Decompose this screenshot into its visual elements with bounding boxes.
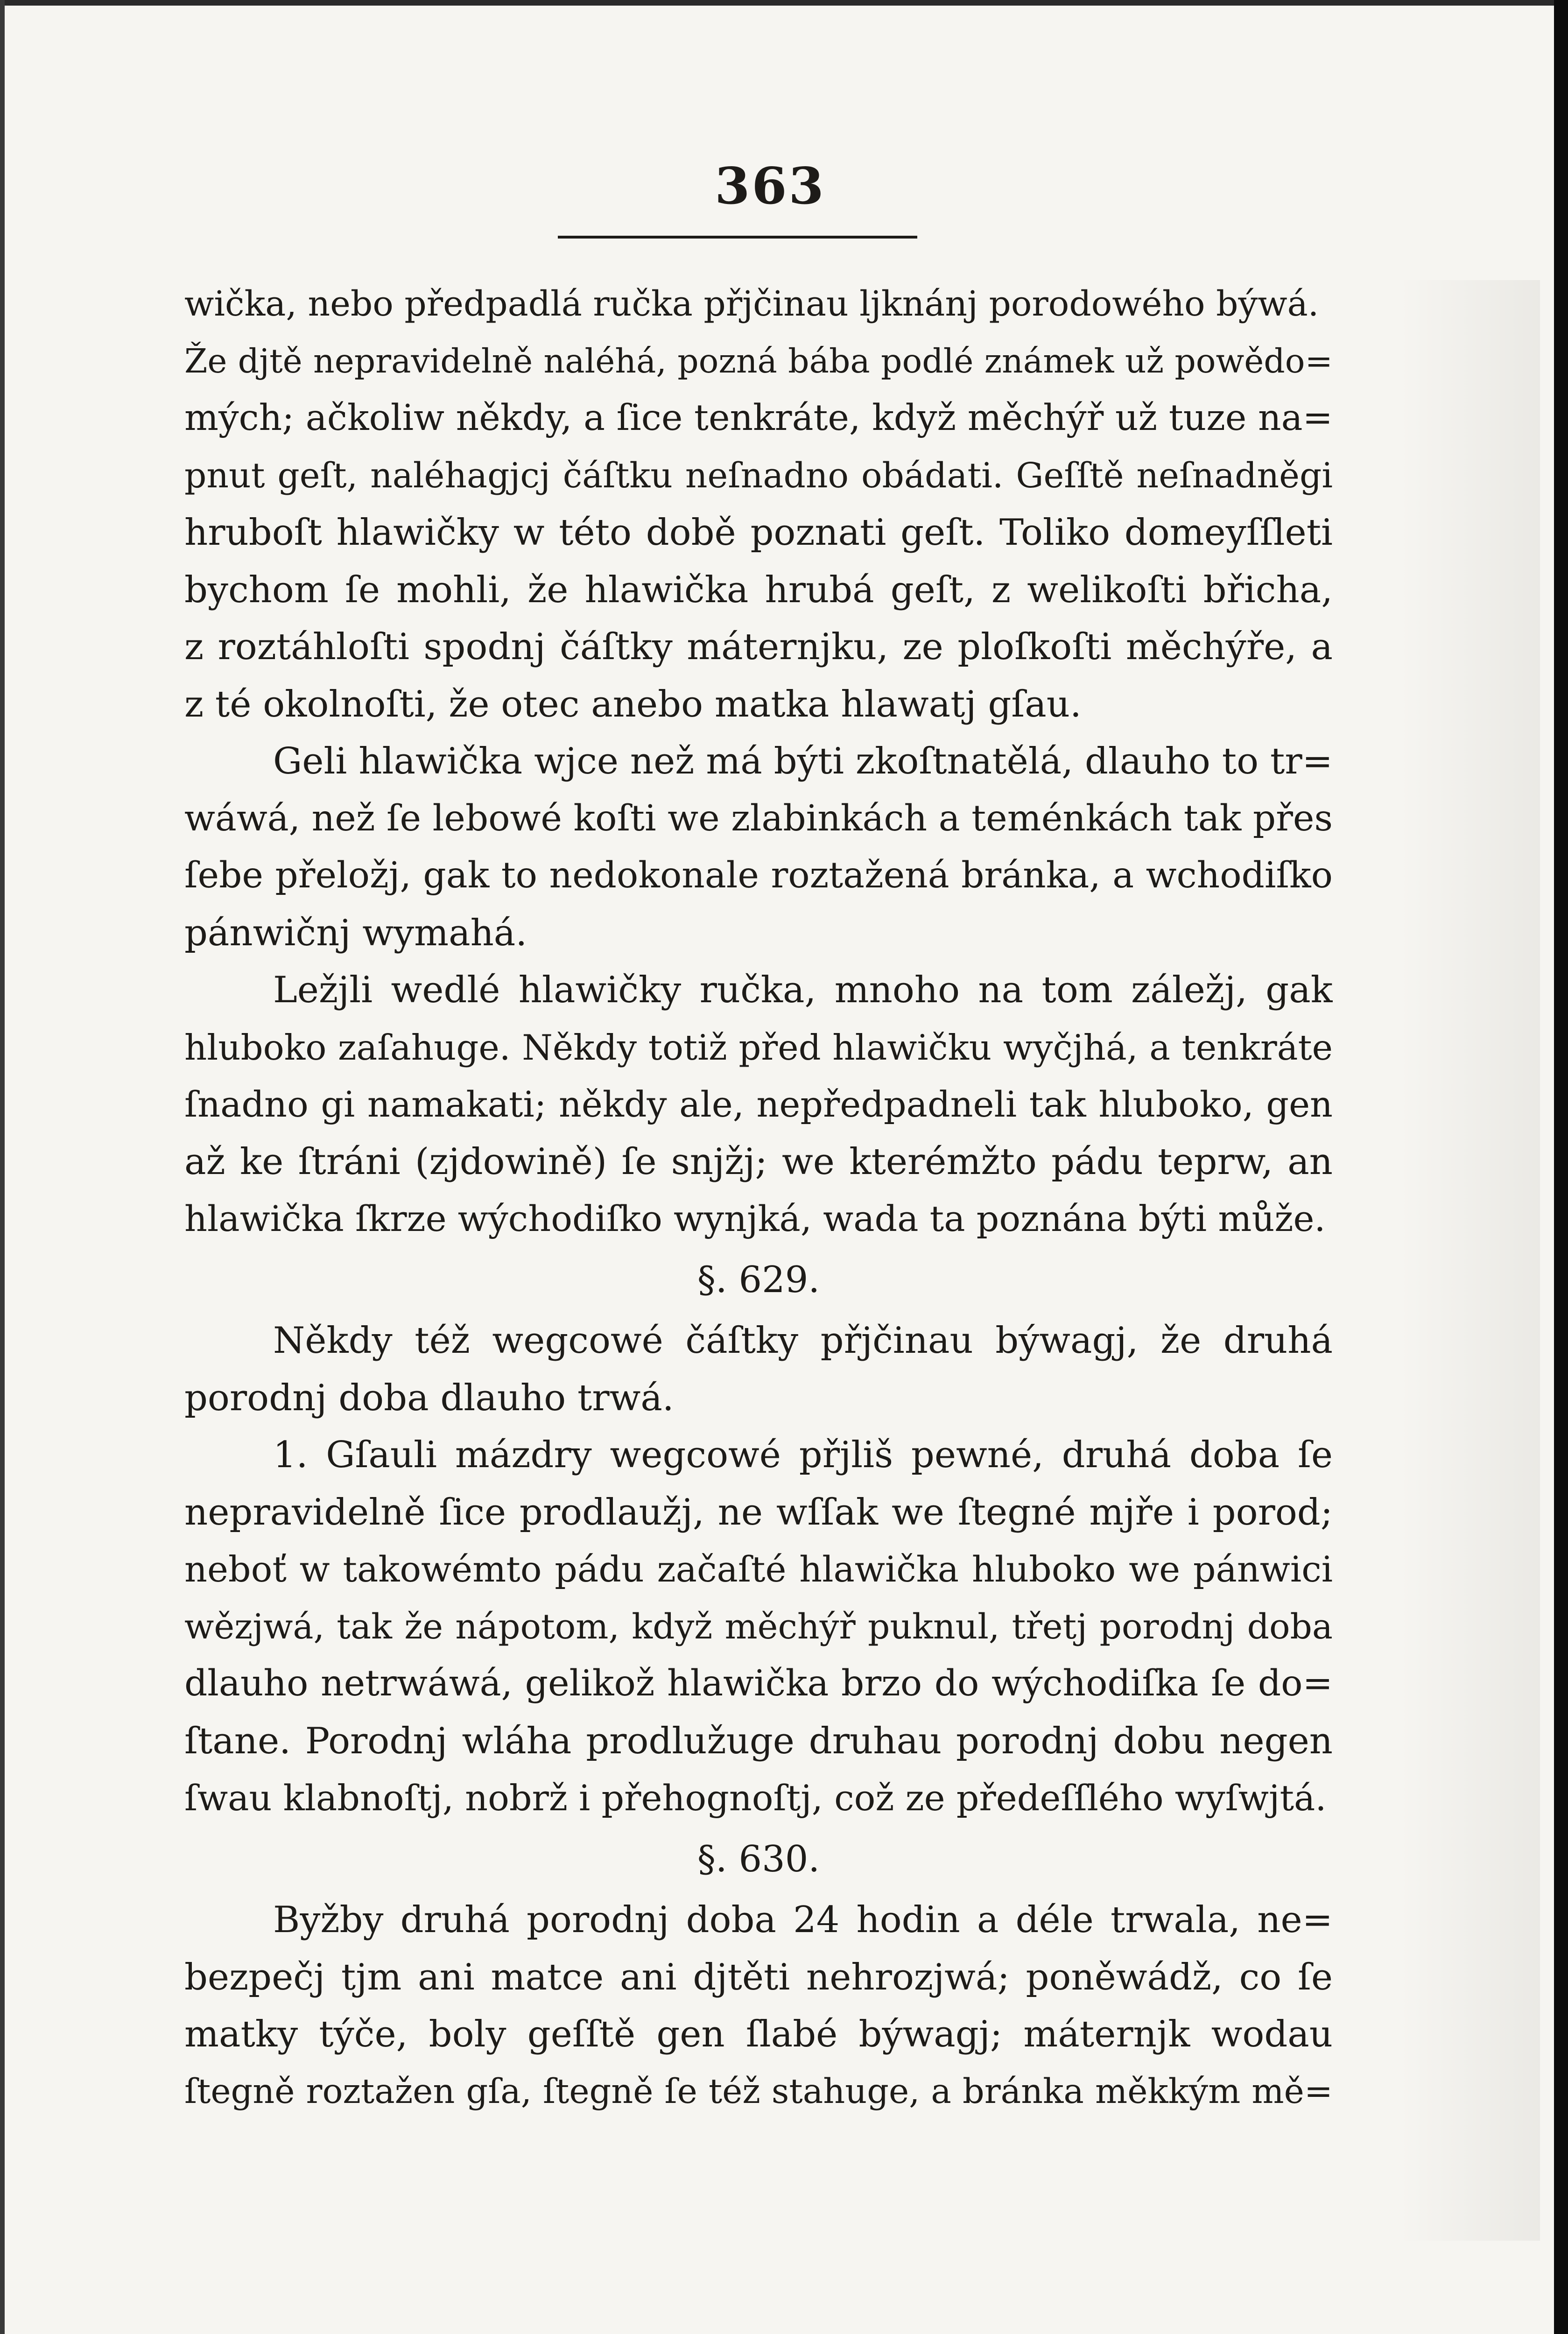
body-text (184, 275, 1333, 2120)
text-line: Byžby druhá porodnj doba 24 hodin a déle trwala, ne= (273, 1899, 1333, 1941)
text-line: ſebe přeložj, gak to nedokonale roztažená bránka, a wchodiſko (184, 855, 1333, 896)
text-line: hruboſt hlawičky w této době poznati geſt. Toliko domeyſſleti (184, 512, 1333, 554)
header-rule (558, 236, 917, 239)
paper-show-through (1400, 280, 1540, 2241)
text-line: z té okolnoſti, že otec anebo matka hlawatj gſau. (184, 683, 1082, 725)
text-line: dlauho netrwáwá, gelikož hlawička brzo do wýchodiſka ſe do= (184, 1663, 1333, 1704)
text-line: Geli hlawička wjce než má býti zkoſtnatělá, dlauho to tr= (273, 740, 1333, 782)
text-line: ſnadno gi namakati; někdy ale, nepředpadneli tak hluboko, gen (184, 1083, 1333, 1125)
text-line: Někdy též wegcowé čáſtky přjčinau býwagj, že druhá (273, 1320, 1333, 1362)
text-line: z roztáhloſti spodnj čáſtky máternjku, ze ploſkoſti měchýře, a (184, 626, 1333, 668)
page-number: 363 (715, 157, 826, 216)
text-line: bezpečj tjm ani matce ani djtěti nehrozjwá; poněwádž, co ſe (184, 1956, 1333, 1998)
text-line: matky týče, boly geſſtě gen ſlabé býwagj; máternjk wodau (184, 2013, 1333, 2055)
section-heading: §. 629. (697, 1258, 820, 1301)
text-line: bychom ſe mohli, že hlawička hrubá geſt, z welikoſti břicha, (184, 569, 1333, 611)
text-line: ſtane. Porodnj wláha prodlužuge druhau porodnj dobu negen (184, 1720, 1333, 1762)
text-line: hluboko zaſahuge. Někdy totiž před hlawičku wyčjhá, a tenkráte (184, 1026, 1333, 1068)
page-edge-top (0, 0, 1568, 6)
text-line: Ležjli wedlé hlawičky ručka, mnoho na tom záležj, gak (273, 969, 1333, 1011)
section-heading: §. 630. (697, 1838, 820, 1880)
text-line: Že djtě nepravidelně naléhá, pozná bába podlé známek už powědo= (184, 341, 1333, 380)
text-line: neboť w takowémto pádu začaſté hlawička hluboko we pánwici (184, 1548, 1333, 1590)
text-line: mých; ačkoliw někdy, a ſice tenkráte, když měchýř už tuze na= (184, 397, 1333, 439)
text-line: pánwičnj wymahá. (184, 912, 527, 954)
text-line: wězjwá, tak že nápotom, když měchýř puknul, třetj porodnj doba (184, 1606, 1333, 1647)
text-line: 1. Gſauli mázdry wegcowé přjliš pewné, druhá doba ſe (273, 1434, 1333, 1476)
text-line: wáwá, než ſe lebowé koſti we zlabinkách a teménkách tak přes (184, 797, 1333, 839)
text-line: až ke ſtráni (zjdowině) ſe snjžj; we kterémžto pádu teprw, an (184, 1140, 1333, 1183)
text-line: porodnj doba dlauho trwá. (184, 1377, 674, 1419)
text-line: ſtegně roztažen gſa, ſtegně ſe též stahuge, a bránka měkkým mě= (184, 2071, 1333, 2111)
text-line: wička, nebo předpadlá ručka přjčinau ljknánj porodowého býwá. (184, 284, 1319, 324)
text-line: pnut geſt, naléhagjcj čáſtku neſnadno obádati. Geſſtě neſnadněgi (184, 455, 1333, 496)
page-edge-left (0, 0, 5, 2334)
text-line: hlawička ſkrze wýchodiſko wynjká, wada ta poznána býti může. (184, 1198, 1326, 1239)
page-edge-right (1554, 0, 1568, 2334)
text-line: ſwau klabnoſtj, nobrž i přehognoſtj, což ze předeſſlého wyſwjtá. (184, 1777, 1327, 1819)
text-line: nepravidelně ſice prodlaužj, ne wſſak we ſtegné mjře i porod; (184, 1491, 1333, 1533)
